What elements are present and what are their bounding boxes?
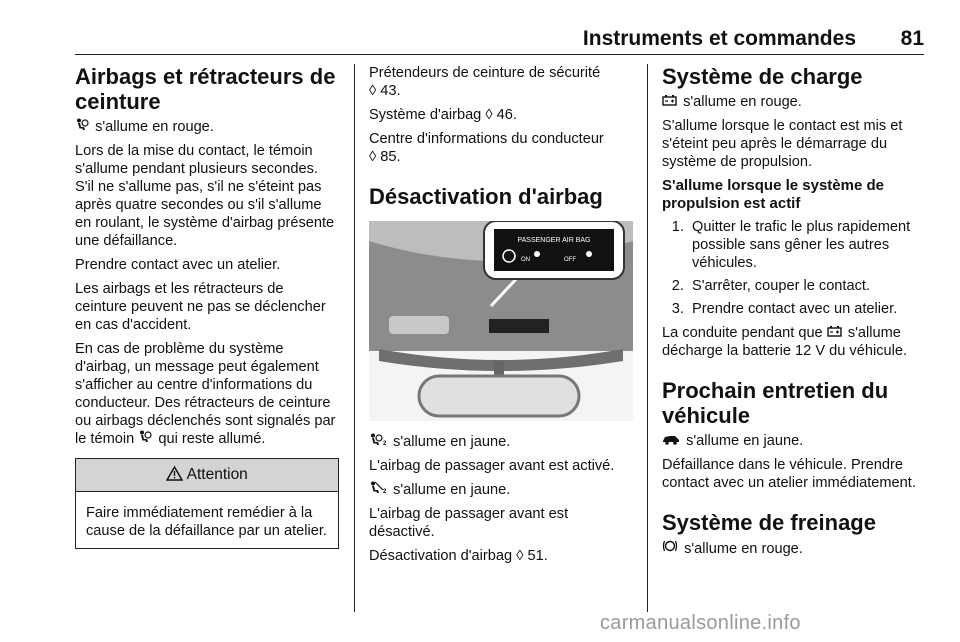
heading-airbag-deactivation: Désactivation d'airbag [369, 184, 603, 209]
column-1 [75, 64, 339, 549]
column-divider [354, 64, 355, 612]
heading-charging-system: Système de charge [662, 64, 863, 89]
watermark: carmanualsonline.info [600, 612, 801, 634]
svg-text:2: 2 [383, 489, 387, 494]
reference-text: Centre d'informations du conducteur [369, 131, 604, 147]
paragraph-text: s'allume en jaune. [686, 433, 804, 449]
paragraph-text: s'allume en jaune. [393, 434, 511, 450]
paragraph: Lors de la mise du contact, le témoin s'allume pendant plusieurs secondes. S'il ne s'allume pas, s'il ne s'éteint pas après quatre secondes ou s'il s'allume en roulant, le système d'airbag présente une défaillance. [75, 143, 335, 249]
paragraph [662, 539, 926, 558]
panel-off-label: OFF [564, 257, 576, 263]
paragraph-text: s'allume en jaune. [393, 482, 511, 498]
paragraph: L'airbag de passager avant est désactivé. [369, 506, 569, 540]
photo-illustration [369, 221, 633, 421]
reference [369, 547, 633, 565]
heading-airbags: Airbags et rétracteurs de ceinture [75, 64, 336, 114]
airbag-icon [75, 118, 89, 131]
warning-icon [166, 466, 183, 481]
page-header [75, 24, 924, 55]
subheading: S'allume lorsque le système de propulsion est actif [662, 177, 884, 212]
heading-next-service: Prochain entretien du véhicule [662, 378, 889, 428]
column-2 [369, 64, 633, 571]
list-item: 2. S'arrêter, couper le contact. [688, 277, 926, 295]
reference-text: Système d'airbag [369, 107, 482, 123]
airbag-panel-photo [369, 221, 633, 421]
panel-title: PASSENGER AIR BAG [517, 237, 591, 244]
reference-text: Prétendeurs de ceinture de sécurité [369, 65, 601, 81]
attention-text: Faire immédiatement remédier à la cause de la défaillance par un atelier. [86, 505, 327, 539]
list-item: 1. Quitter le trafic le plus rapidement possible sans gêner les autres véhicules. [688, 218, 926, 272]
attention-title: Attention [186, 466, 248, 483]
list-item: 3. Prendre contact avec un atelier. [688, 300, 926, 318]
attention-header [76, 459, 338, 492]
reference-page: 43. [380, 83, 401, 99]
section-title: Instruments et commandes [582, 27, 856, 50]
column-3 [662, 64, 926, 564]
paragraph [662, 324, 926, 360]
brake-icon [662, 539, 678, 553]
paragraph: L'airbag de passager avant est activé. [369, 458, 615, 474]
panel-on-label: ON [521, 257, 530, 263]
paragraph: S'allume lorsque le contact est mis et s'éteint peu après le démarrage du système de propulsion. [662, 118, 903, 170]
battery-icon [827, 325, 842, 337]
reference [369, 64, 633, 100]
heading-braking-system: Système de freinage [662, 510, 876, 535]
attention-box [75, 458, 339, 549]
paragraph: Les airbags et les rétracteurs de ceinture peuvent ne pas se déclencher en cas d'accident. [75, 281, 326, 333]
passenger-airbag-off-icon [369, 481, 387, 494]
page-ref-icon: ◊ [485, 107, 493, 123]
page-number: 81 [900, 27, 924, 50]
paragraph [75, 340, 339, 448]
paragraph-text: qui reste allumé. [158, 431, 266, 447]
reference-page: 51. [527, 548, 548, 564]
paragraph-text: s'allume en rouge. [684, 541, 803, 557]
passenger-airbag-on-icon [369, 433, 387, 446]
paragraph [369, 481, 633, 499]
battery-icon [662, 94, 677, 106]
reference-text: Désactivation d'airbag [369, 548, 513, 564]
page-ref-icon: ◊ [369, 149, 377, 165]
page-ref-icon: ◊ [369, 83, 377, 99]
paragraph-text: s'allume en rouge. [683, 94, 802, 110]
airbag-icon [138, 430, 152, 443]
reference-page: 46. [496, 107, 517, 123]
paragraph-text: s'allume décharge la batterie 12 V du véhicule. [662, 325, 908, 359]
reference-page: 85. [380, 149, 401, 165]
paragraph [662, 432, 926, 450]
column-divider [647, 64, 648, 612]
paragraph-text: En cas de problème du système d'airbag, un message peut également s'afficher au centre d'informations du conducteur. Des rétracteurs de ceinture ou airbags déclenchés sont signalés par le témoin [75, 341, 336, 447]
svg-text:2: 2 [383, 441, 387, 446]
steps-list [662, 218, 926, 318]
page-ref-icon: ◊ [516, 548, 524, 564]
paragraph: Défaillance dans le véhicule. Prendre contact avec un atelier immédiatement. [662, 457, 916, 491]
paragraph [369, 433, 633, 451]
service-car-icon [662, 434, 680, 445]
paragraph-text: s'allume en rouge. [95, 119, 214, 135]
reference [369, 106, 633, 124]
paragraph: Prendre contact avec un atelier. [75, 257, 281, 273]
paragraph [662, 93, 926, 111]
reference [369, 130, 633, 166]
paragraph-text: La conduite pendant que [662, 325, 823, 341]
paragraph [75, 118, 339, 136]
